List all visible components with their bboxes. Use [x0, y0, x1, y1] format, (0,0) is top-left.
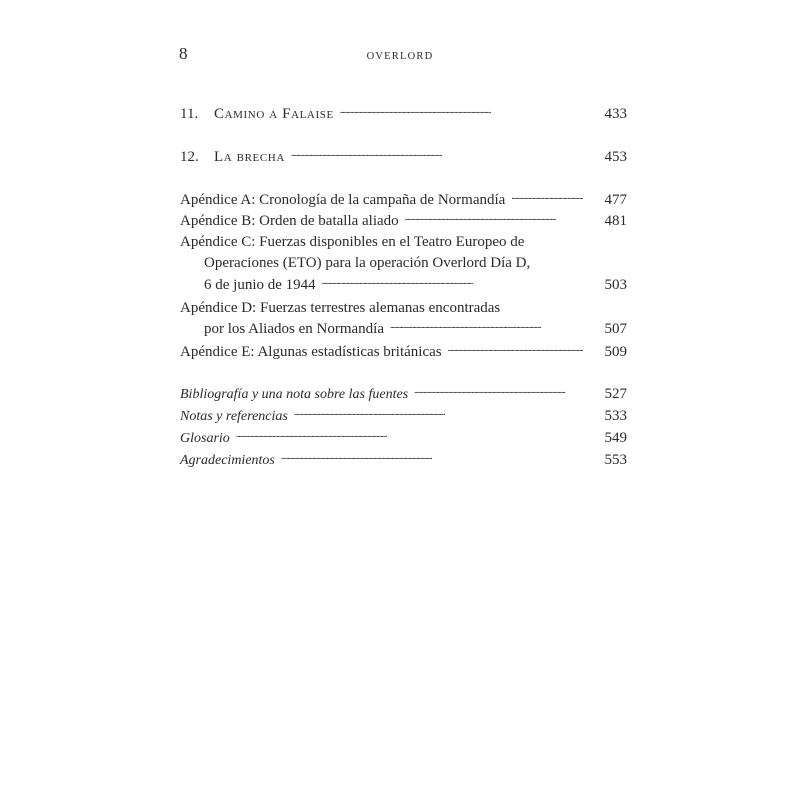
- toc-entry-appendix-d[interactable]: [180, 298, 627, 339]
- page-ref: 477: [604, 192, 627, 208]
- appendix-title-continued: por los Aliados en Normandía: [204, 321, 384, 337]
- toc-entry-chapter-12[interactable]: [180, 147, 627, 167]
- running-title: OVERLORD: [366, 51, 434, 62]
- toc-entry-appendix-b[interactable]: [180, 211, 627, 231]
- appendix-title-continued: 6 de junio de 1944: [204, 277, 316, 293]
- dot-leader: [405, 213, 583, 225]
- page-ref: 453: [604, 149, 627, 165]
- dot-leader: [390, 321, 583, 333]
- toc-entry-bibliography[interactable]: [180, 384, 627, 405]
- page-ref: 507: [604, 321, 627, 337]
- chapter-number: 11.: [180, 106, 199, 122]
- toc-entry-chapter-11[interactable]: [180, 104, 627, 124]
- appendix-title: Apéndice D: Fuerzas terrestres alemanas encontradas: [180, 300, 501, 316]
- back-matter-title: Agradecimientos: [180, 453, 275, 468]
- back-matter-title: Notas y referencias: [180, 409, 288, 424]
- dot-leader: [322, 277, 583, 289]
- dot-leader: [448, 344, 583, 356]
- chapter-number: 12.: [180, 149, 199, 165]
- dot-leader: [236, 430, 583, 442]
- toc-entry-appendix-a[interactable]: [180, 190, 627, 210]
- toc-entry-glossary[interactable]: [180, 428, 627, 449]
- appendix-title: Apéndice C: Fuerzas disponibles en el Teatro Europeo de: [180, 234, 525, 250]
- page-ref: 533: [604, 408, 627, 424]
- dot-leader: [294, 408, 583, 420]
- page-ref: 433: [604, 106, 627, 122]
- dot-leader: [511, 192, 583, 204]
- toc-entry-acknowledgements[interactable]: [180, 450, 627, 471]
- back-matter-title: Bibliografía y una nota sobre las fuentes: [180, 387, 409, 402]
- page-ref: 553: [604, 452, 627, 468]
- chapter-title: Camino a Falaise: [214, 106, 334, 122]
- page-ref: 509: [604, 344, 627, 360]
- dot-leader: [281, 452, 583, 464]
- dot-leader: [291, 149, 583, 161]
- page-ref: 549: [604, 430, 627, 446]
- chapter-title: La brecha: [214, 149, 285, 165]
- dot-leader: [414, 386, 583, 398]
- appendix-title: Apéndice E: Algunas estadísticas británicas: [180, 344, 442, 360]
- toc-entry-notes[interactable]: [180, 406, 627, 427]
- appendix-title: Apéndice B: Orden de batalla aliado: [180, 213, 399, 229]
- toc-entry-appendix-c[interactable]: [180, 232, 627, 295]
- toc-entry-appendix-e[interactable]: [180, 342, 627, 362]
- back-matter-title: Glosario: [180, 431, 230, 446]
- page-number: 8: [179, 44, 188, 63]
- appendix-title: Apéndice A: Cronología de la campaña de Normandía: [180, 192, 506, 208]
- page-ref: 481: [604, 213, 627, 229]
- page-ref: 503: [604, 277, 627, 293]
- appendix-title-continued: Operaciones (ETO) para la operación Overlord Día D,: [204, 255, 531, 271]
- page-ref: 527: [604, 386, 627, 402]
- dot-leader: [340, 106, 583, 118]
